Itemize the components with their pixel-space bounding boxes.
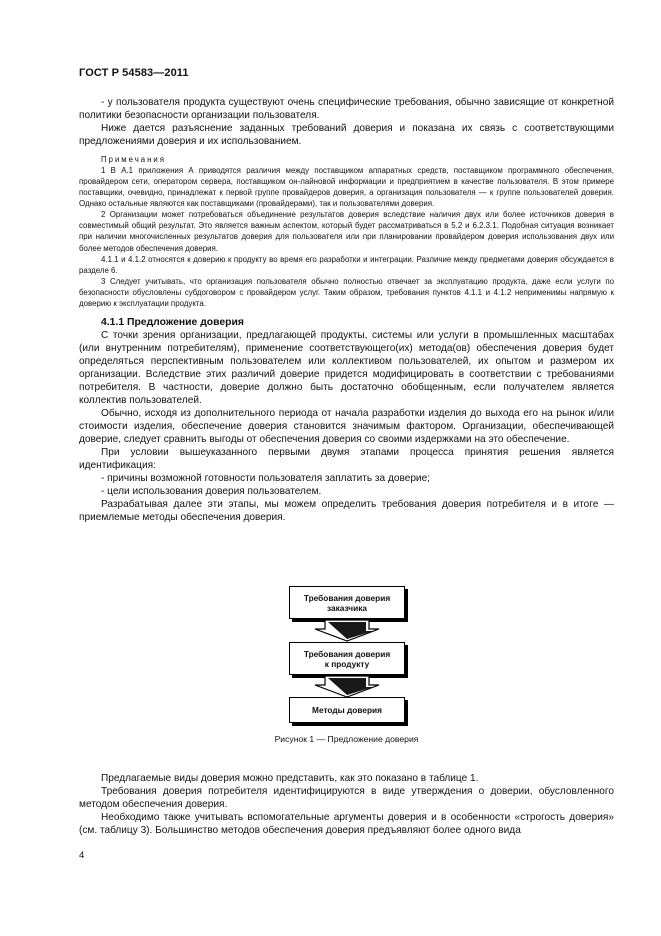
note-item: 2 Организации может потребоваться объединение результатов доверия вследствие наличия двух или более источников доверия в совместимый общий результат. Это является важным аспектом, который будет рассматриваться в 5.2 и 6.2.3.1. Подобная ситуация возникает при наличии многочисленных результатов доверия для пользователя или при планировании провайдером доверия использования двух или более методов обеспечения доверия. [79, 210, 614, 253]
box-label: Требования доверия [303, 592, 391, 603]
section-list-item: - причины возможной готовности пользователя заплатить за доверие; [101, 473, 430, 485]
intro-paragraph: Ниже дается разъяснение заданных требований доверия и показана их связь с соответствующими предложениями доверия и их использованием. [79, 123, 614, 148]
section-list-item: - цели использования доверия пользователем. [101, 486, 322, 498]
body-paragraph: Предлагаемые виды доверия можно представить, как это показано в таблице 1. [101, 773, 479, 784]
note-item: 4.1.1 и 4.1.2 относятся к доверию к продукту во время его разработки и интеграции. Различие между предметами доверия обсуждается в разделе 6. [79, 254, 614, 275]
box-label: к продукту [324, 658, 370, 669]
body-paragraph: Требования доверия потребителя идентифицируются в виде утверждения о доверии, обусловленного методом обеспечения доверия. [79, 786, 614, 811]
section-paragraph: При условии вышеуказанного первыми двумя этапами процесса принятия решения является идентификация: [79, 447, 614, 472]
diagram-box-product-requirements [289, 642, 405, 675]
box-label: заказчика [327, 602, 367, 613]
section-paragraph: С точки зрения организации, предлагающей продукты, системы или услуги в промышленных масштабах (или внутренним потребителям), применение соответствующего(их) метода(ов) обеспечения доверия будет определяться перспективным пользователем или коллективом пользователей, их опытом и размером их организации. Вследствие этих различий доверие придется модифицировать в соответствии с требованиями потребителя. В частности, доверие должно быть достаточно обобщенным, если получателем является коллектив пользователей. [79, 329, 614, 407]
main-text [79, 96, 614, 525]
down-arrow-icon [312, 676, 382, 698]
section-paragraph: Обычно, исходя из дополнительного периода от начала разработки изделия до выхода его на рынок и/или стоимости изделия, обеспечение доверия становится значимым фактором. Организации, обеспечивающей доверие, следует сравнить выгоды от обеспечения доверия со своими издержками на это обеспечение. [79, 408, 614, 446]
document-code-header: ГОСТ Р 54583—2011 [79, 67, 189, 79]
body-paragraph: Необходимо также учитывать вспомогательные аргументы доверия и в особенности «строгость доверия» (см. таблицу 3). Большинство методов обеспечения доверия предъявляют более одного вида [79, 812, 614, 837]
down-arrow-icon [312, 620, 382, 642]
diagram-box-assurance-methods [289, 697, 405, 723]
section-paragraph: Разрабатывая далее эти этапы, мы можем определить требования доверия потребителя и в итоге — приемлемые методы обеспечения доверия. [79, 499, 614, 524]
box-label: Методы доверия [312, 705, 382, 715]
page-number: 4 [79, 850, 85, 861]
notes-heading: Примечания [101, 155, 167, 165]
note-item: 3 Следует учитывать, что организация пользователя обычно полностью отвечает за эксплуатацию продукта, даже если услуги по безопасности обусловлены субдоговором с провайдером услуг. Таким образом, требования пунктов 4.1.1 и 4.1.2 неприменимы напрямую к доверию к эксплуатации продукта. [79, 276, 614, 308]
diagram-box-customer-requirements [289, 586, 405, 619]
figure-caption: Рисунок 1 — Предложение доверия [274, 734, 419, 744]
note-item: 1 В А.1 приложения А приводятся различия между поставщиком аппаратных средств, поставщиком программного обеспечения, провайдером сети, оператором сервера, поставщиком он-лайновой информации и предприятием в качестве пользователя. В этом примере поставщики, очевидно, принадлежат к первой группе провайдеров доверия, а организация пользователя — к группе пользователей доверия. Однако остальные являются как поставщиками (провайдерами), так и пользователями доверия. [79, 166, 614, 209]
section-heading: 4.1.1 Предложение доверия [101, 316, 244, 328]
intro-paragraph: - у пользователя продукта существуют очень специфические требования, обычно зависящие от конкретной политики безопасности организации пользователя. [79, 97, 614, 122]
continuation-text [79, 772, 614, 837]
box-label: Требования доверия [303, 648, 391, 659]
